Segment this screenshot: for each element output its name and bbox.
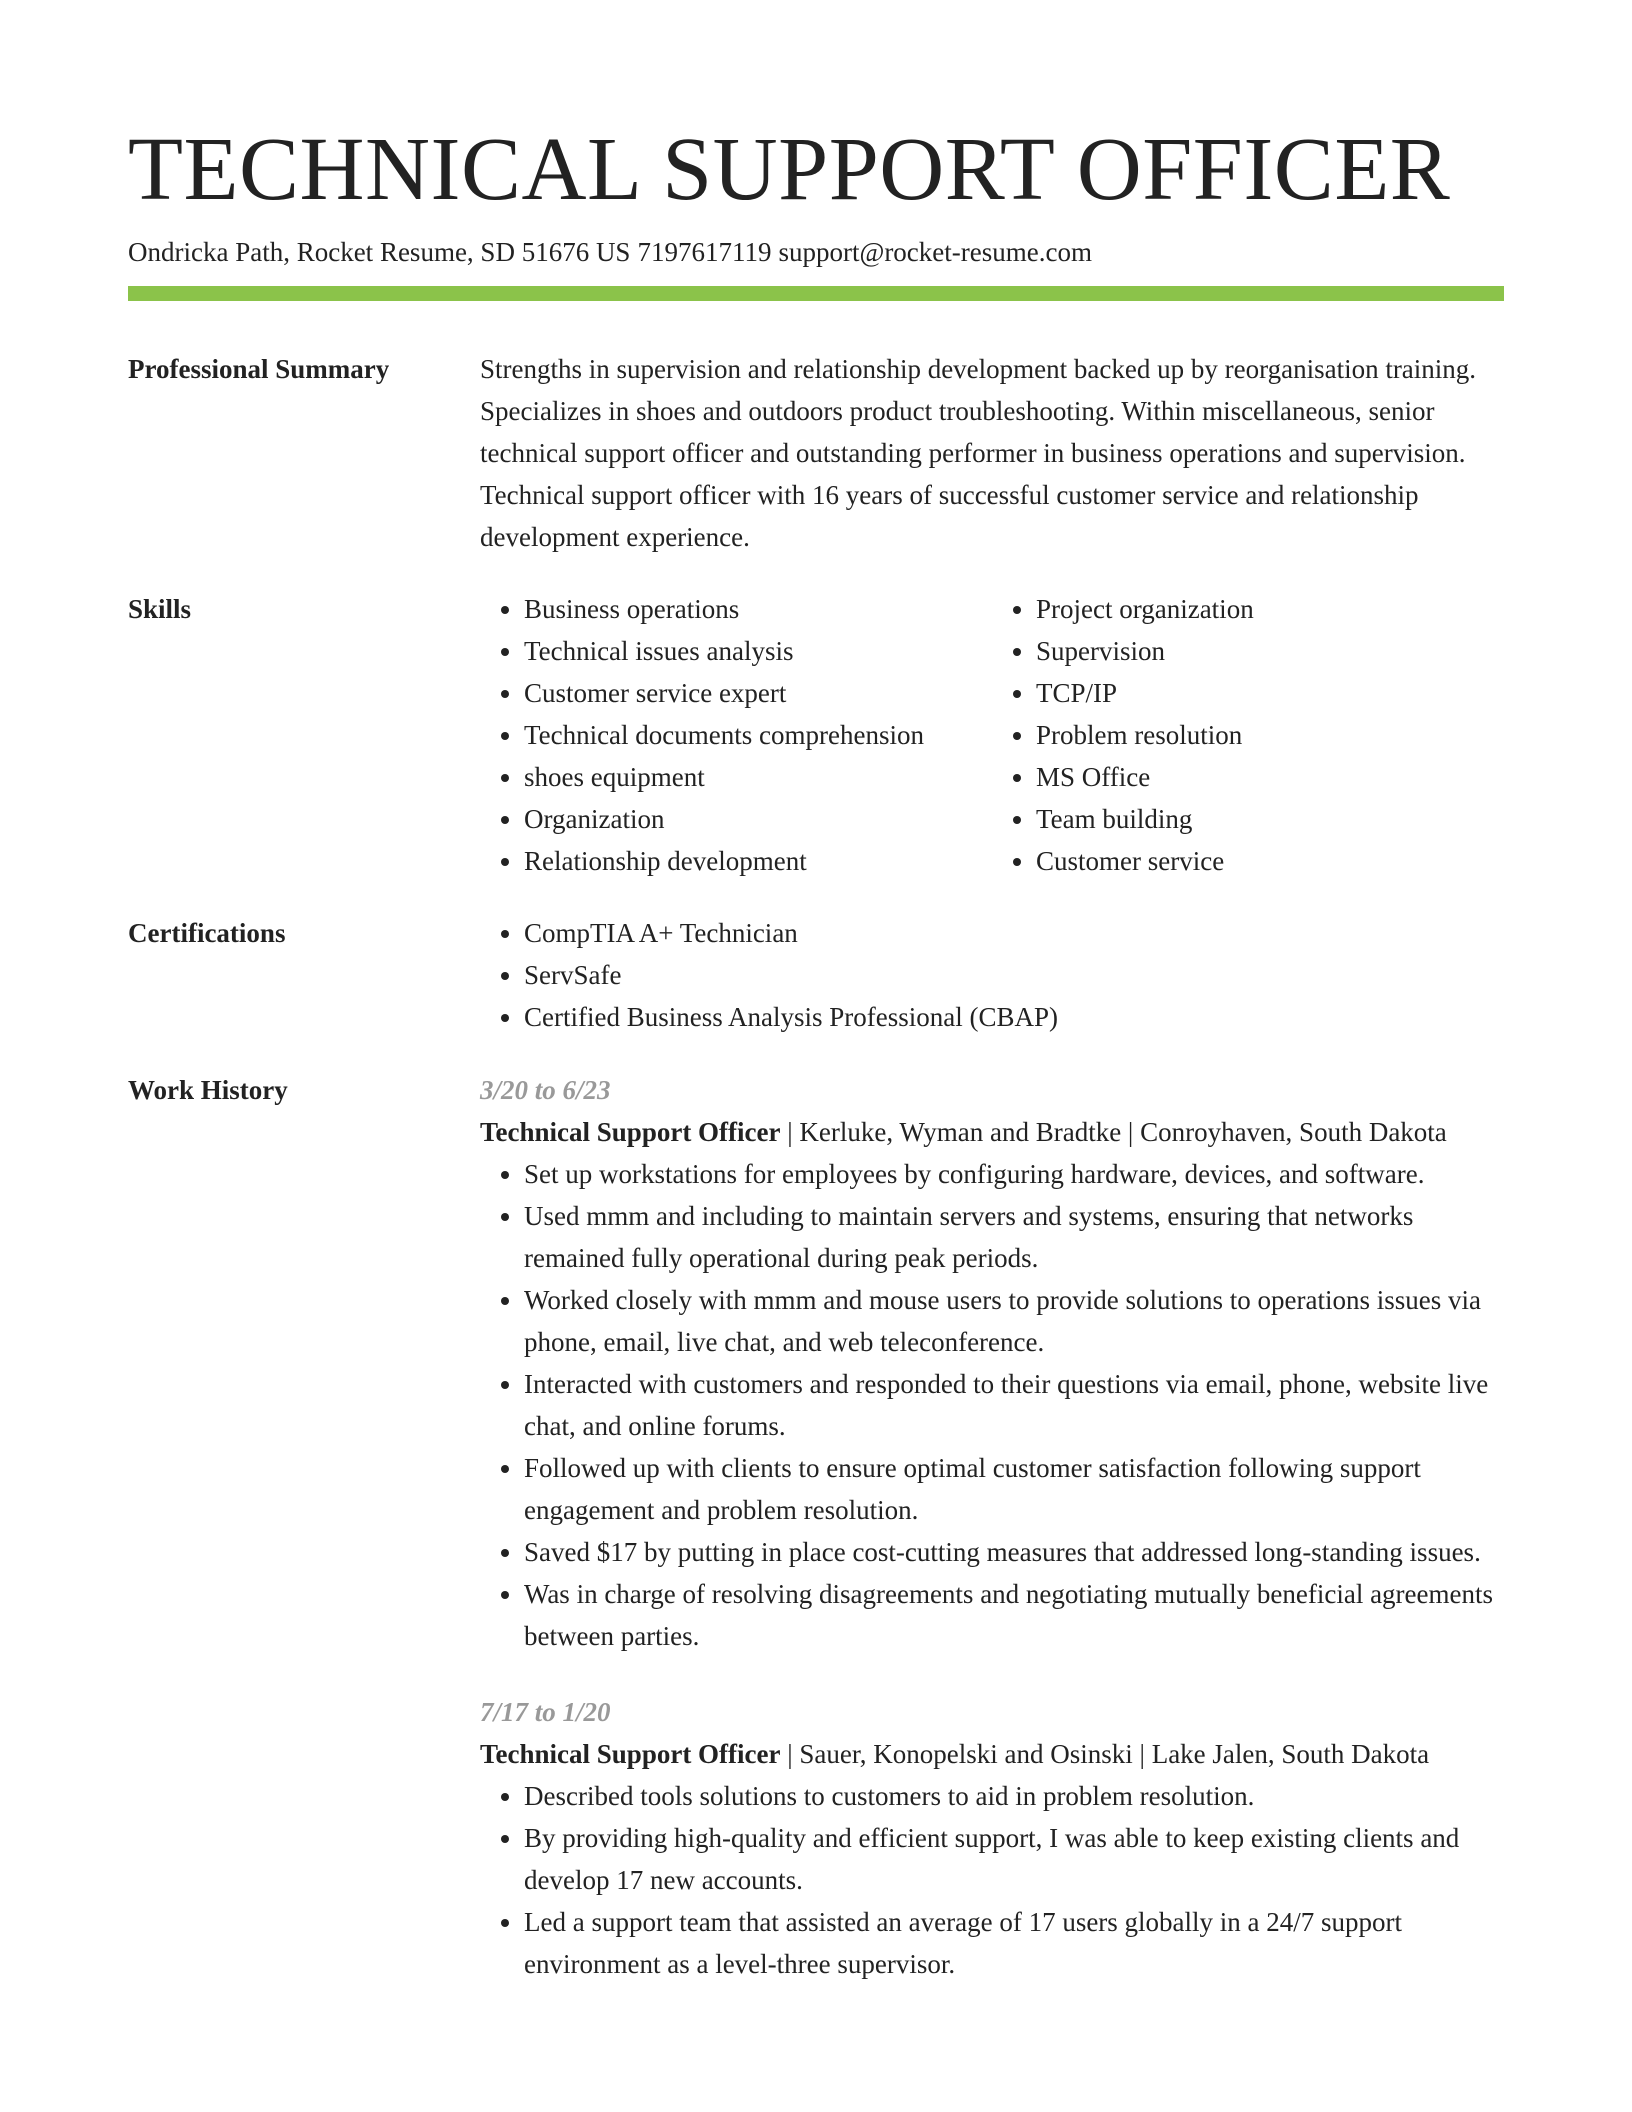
section-label-work-history: Work History	[128, 1075, 288, 1105]
job-dates: 7/17 to 1/20	[480, 1697, 611, 1727]
header-divider	[128, 286, 1504, 301]
job-bullet: • Used mmm and including to maintain servers and systems, ensuring that networks remained fully operational during peak periods.	[524, 1195, 1504, 1279]
skill-item: • Business operations	[524, 588, 992, 630]
skill-item: • Problem resolution	[1036, 714, 1504, 756]
contact-email: support@rocket-resume.com	[778, 237, 1092, 267]
job-bullet-list	[480, 1153, 1504, 1657]
skill-item: • TCP/IP	[1036, 672, 1504, 714]
job-employer-location: | Sauer, Konopelski and Osinski | Lake Jalen, South Dakota	[780, 1739, 1430, 1769]
skill-item: • Customer service	[1036, 840, 1504, 882]
skill-item: • Technical issues analysis	[524, 630, 992, 672]
summary-body	[480, 348, 1504, 558]
summary-text: Strengths in supervision and relationship development backed up by reorganisation training. Specializes in shoes and outdoors product troubleshooting. Within miscellaneous, senior technical support officer and outstanding performer in business operations and supervision. Technical support officer with 16 years of successful customer service and relationship development experience.	[480, 354, 1477, 552]
job-dates: 3/20 to 6/23	[480, 1075, 611, 1105]
job-heading	[480, 1733, 1504, 1775]
job-bullet: • Interacted with customers and responded to their questions via email, phone, website live chat, and online forums.	[524, 1363, 1504, 1447]
skill-item: • Relationship development	[524, 840, 992, 882]
job-bullet: • Saved $17 by putting in place cost-cutting measures that addressed long-standing issues.	[524, 1531, 1504, 1573]
contact-phone: 7197617119	[637, 237, 772, 267]
job-entry	[480, 1069, 1504, 1657]
resume-name: TECHNICAL SUPPORT OFFICER	[128, 120, 1451, 219]
job-title: Technical Support Officer	[480, 1117, 781, 1147]
job-bullet: • By providing high-quality and efficient support, I was able to keep existing clients and develop 17 new accounts.	[524, 1817, 1504, 1901]
skill-item: • shoes equipment	[524, 756, 992, 798]
certifications-list	[480, 912, 1504, 1038]
certification-item: • CompTIA A+ Technician	[524, 912, 1504, 954]
job-bullet: • Led a support team that assisted an average of 17 users globally in a 24/7 support environment as a level-three supervisor.	[524, 1901, 1504, 1985]
skills-list-right	[992, 588, 1504, 882]
skill-item: • Organization	[524, 798, 992, 840]
job-bullet-list	[480, 1775, 1504, 1985]
work-history-body	[480, 1069, 1504, 1985]
job-bullet: • Was in charge of resolving disagreements and negotiating mutually beneficial agreements between parties.	[524, 1573, 1504, 1657]
job-employer-location: | Kerluke, Wyman and Bradtke | Conroyhaven, South Dakota	[780, 1117, 1447, 1147]
job-title: Technical Support Officer	[480, 1739, 781, 1769]
skill-item: • Project organization	[1036, 588, 1504, 630]
contact-address: Ondricka Path, Rocket Resume, SD 51676 US	[128, 237, 631, 267]
certification-item: • ServSafe	[524, 954, 1504, 996]
section-label-skills: Skills	[128, 594, 192, 624]
job-bullet: • Worked closely with mmm and mouse users to provide solutions to operations issues via phone, email, live chat, and web teleconference.	[524, 1279, 1504, 1363]
resume-header	[128, 118, 1504, 270]
job-entry	[480, 1691, 1504, 1985]
certification-item: • Certified Business Analysis Professional (CBAP)	[524, 996, 1504, 1038]
skill-item: • Supervision	[1036, 630, 1504, 672]
skills-list-left	[480, 588, 992, 882]
contact-line	[128, 234, 1504, 270]
skill-item: • Technical documents comprehension	[524, 714, 992, 756]
job-heading	[480, 1111, 1504, 1153]
skill-item: • Customer service expert	[524, 672, 992, 714]
section-label-certifications: Certifications	[128, 918, 286, 948]
skill-item: • MS Office	[1036, 756, 1504, 798]
skill-item: • Team building	[1036, 798, 1504, 840]
certifications-body	[480, 912, 1504, 1038]
job-bullet: • Described tools solutions to customers to aid in problem resolution.	[524, 1775, 1504, 1817]
job-bullet: • Followed up with clients to ensure optimal customer satisfaction following support engagement and problem resolution.	[524, 1447, 1504, 1531]
section-label-summary: Professional Summary	[128, 354, 390, 384]
skills-columns	[480, 588, 1504, 882]
job-bullet: • Set up workstations for employees by configuring hardware, devices, and software.	[524, 1153, 1504, 1195]
